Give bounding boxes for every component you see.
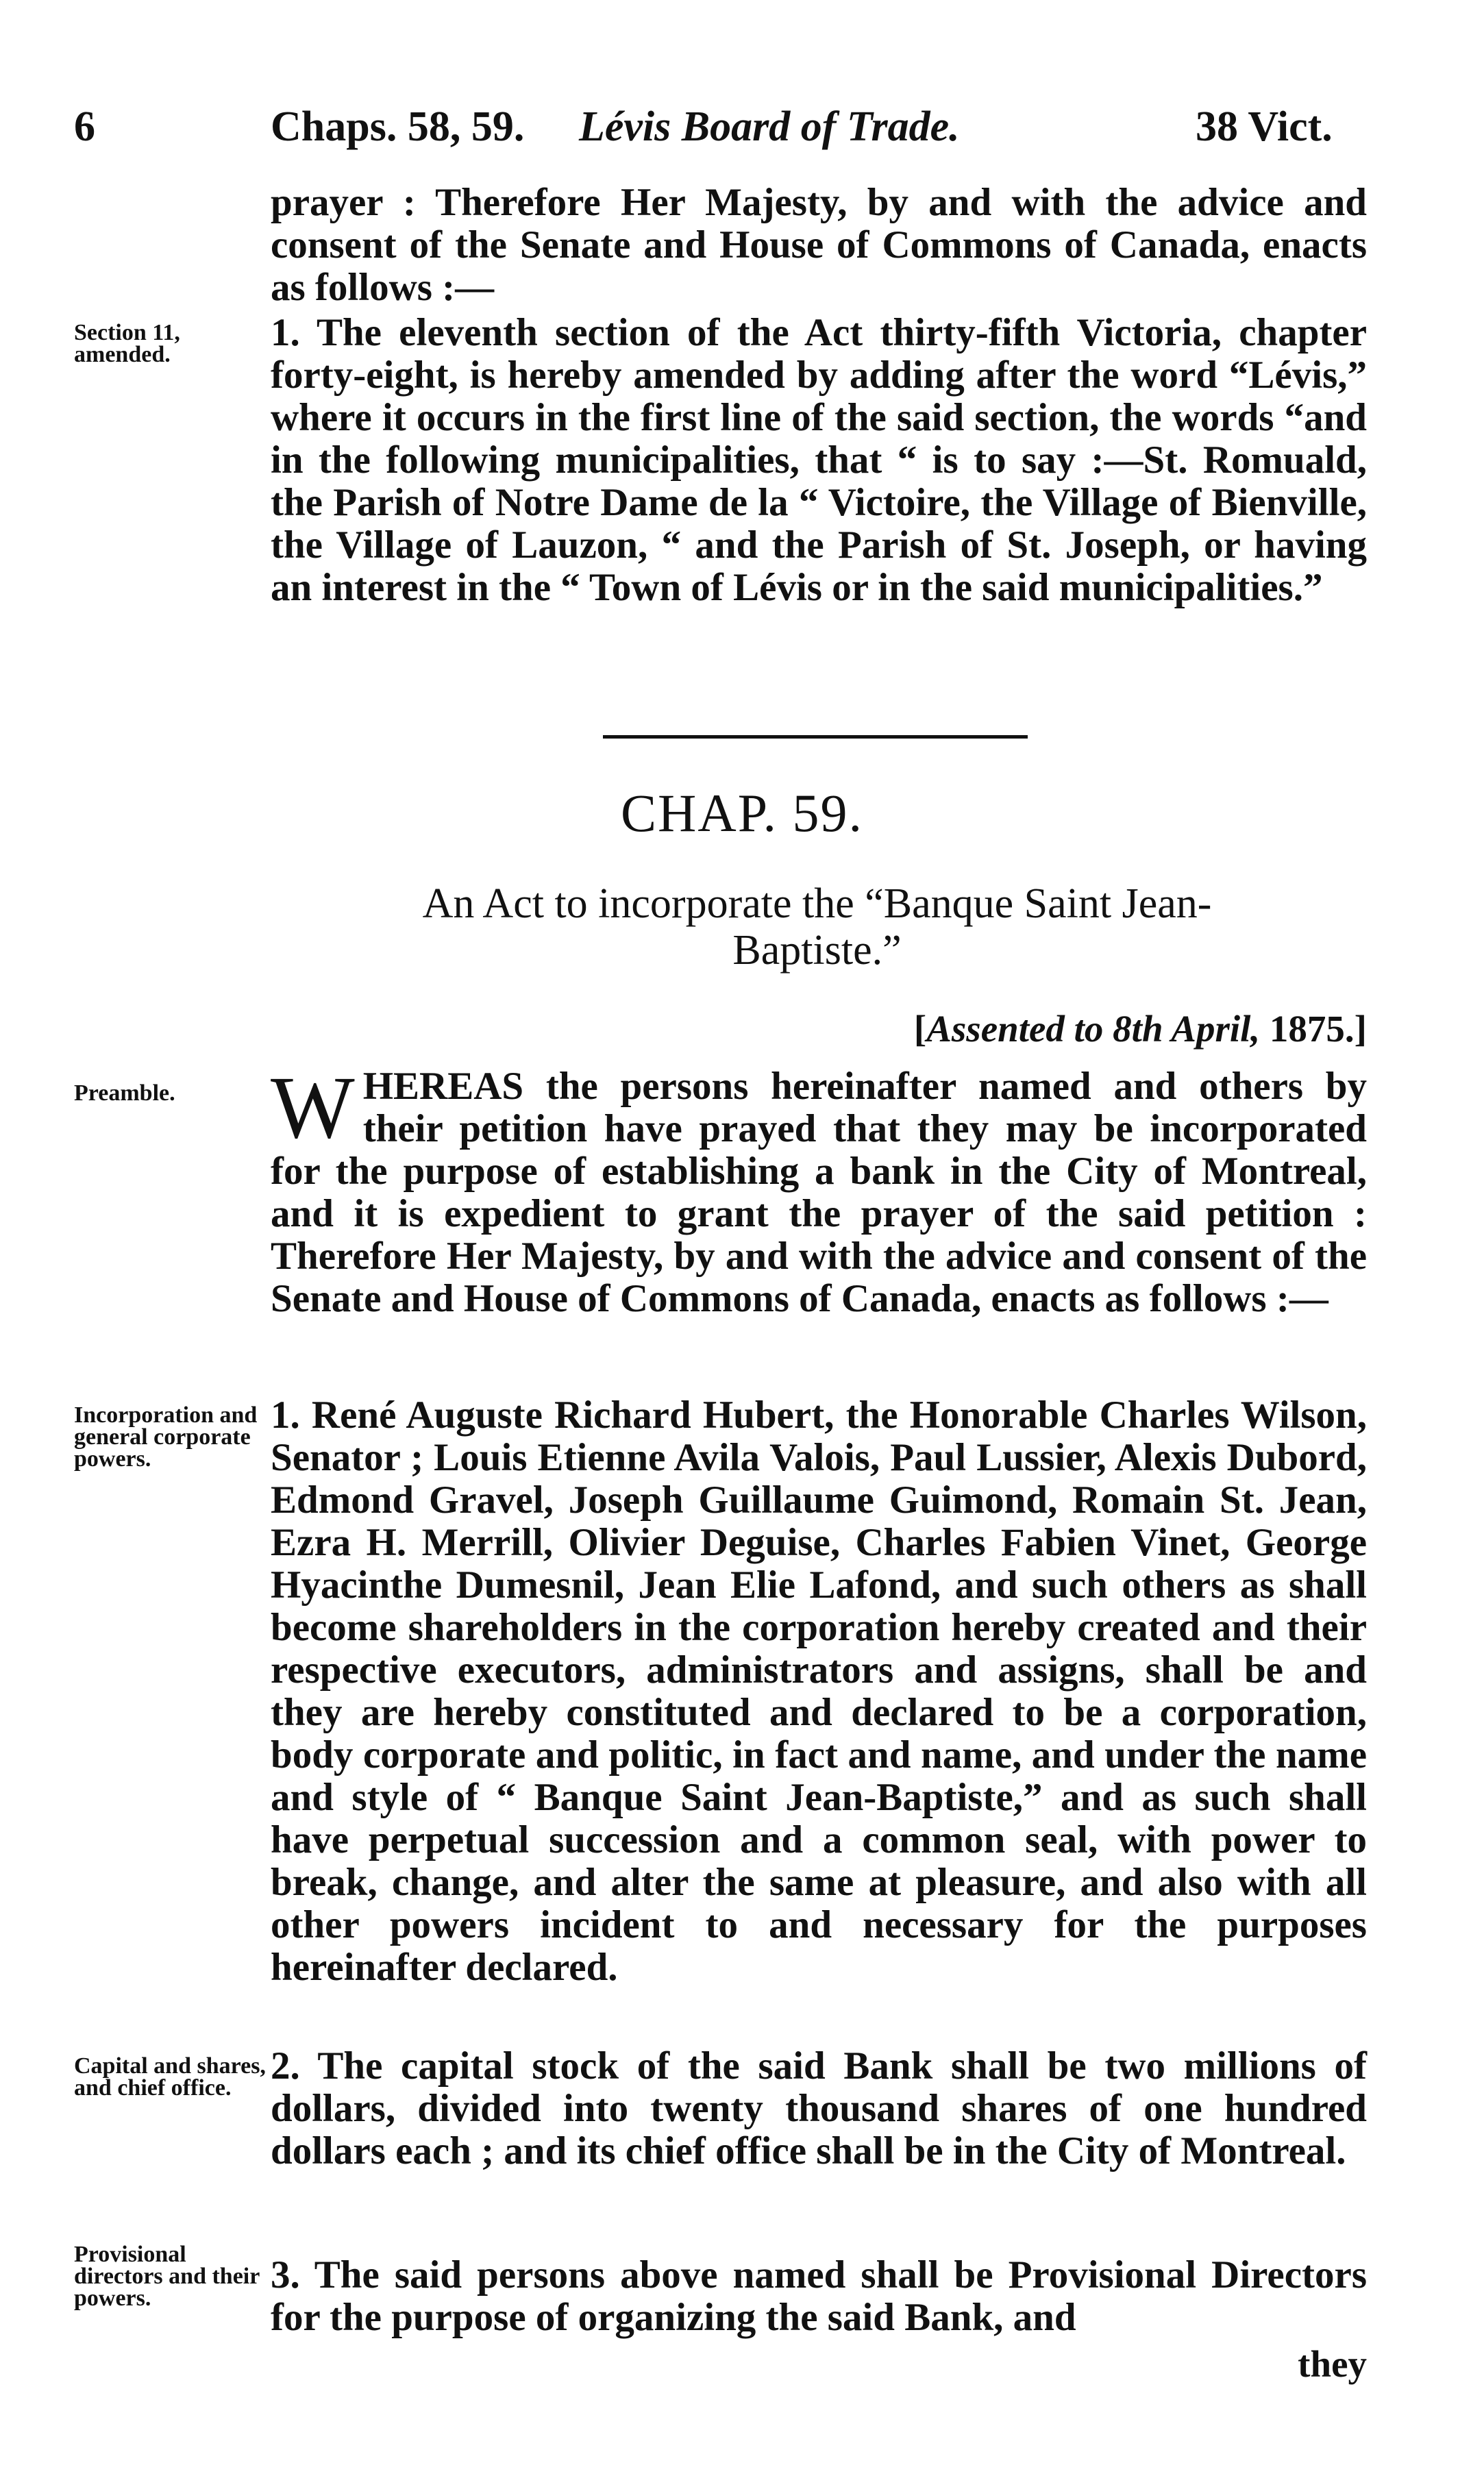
running-head	[0, 103, 1484, 158]
continuation-paragraph: prayer : Therefore Her Majesty, by and with the advice and consent of the Senate and House of Commons of Canada, enacts as follows :—	[271, 181, 1367, 309]
regnal-year: 38 Vict.	[1196, 103, 1333, 150]
section-number: 3.	[271, 2253, 300, 2297]
section-paragraph	[271, 312, 1367, 609]
chap58-continuation	[271, 182, 1367, 309]
chapter-heading: CHAP. 59.	[621, 783, 863, 843]
margin-note-capital: Capital and shares, and chief office.	[74, 2053, 266, 2101]
section-text: The eleventh section of the Act thirty-fifth Victoria, chapter forty-eight, is hereby amended by adding after the word “Lévis,” where it occurs in the first line of the said section, the words “and in the following municipalities, that “ is to say :—St. Romuald, the Parish of Notre Dame de la “ Victoire, the Village of Bienville, the Village of Lauzon, “ and the Parish of St. Joseph, or having an interest in the “ Town of Lévis or in the said municipalities.”	[271, 311, 1367, 609]
preamble-paragraph	[271, 1059, 1367, 1320]
margin-note-preamble: Preamble.	[74, 1080, 175, 1106]
margin-note-incorporation: Incorporation and general corporate powers.	[74, 1402, 258, 1472]
section-3	[271, 2254, 1367, 2339]
assent-date: [Assented to 8th April, 1875.]	[913, 1008, 1367, 1050]
chapter-reference: Chaps. 58, 59.	[271, 103, 525, 150]
chapter-divider	[603, 735, 1028, 739]
assent-year: 1875.]	[1260, 1008, 1367, 1050]
section-3-paragraph	[271, 2254, 1367, 2339]
margin-note-section-11: Section 11, amended.	[74, 320, 180, 367]
margin-note-provisional: Provisional directors and their powers.	[74, 2242, 260, 2311]
section-1-text: René Auguste Richard Hubert, the Honorable Charles Wilson, Senator ; Louis Etienne Avila Valois, Paul Lussier, Alexis Dubord, Edmond Gravel, Joseph Guillaume Guimond, Romain St. Jean, Ezra H. Merrill, Olivier Deguise, Charles Fabien Vinet, George Hyacinthe Dumesnil, Jean Elie Lafond, and such others as shall become shareholders in the corporation hereby created and their respective executors, administrators and assigns, shall be and they are hereby constituted and declared to be a corporation, body corporate and politic, in fact and name, and under the name and style of “ Banque Saint Jean-Baptiste,” and as such shall have perpetual succession and a common seal, with power to break, change, and alter the same at pleasure, and also with all other powers incident to and necessary for the purposes hereinafter declared.	[271, 1394, 1367, 1989]
catchword: they	[1298, 2343, 1367, 2385]
drop-cap: W	[271, 1059, 355, 1157]
assent-italic: Assented to 8th April,	[926, 1008, 1261, 1050]
preamble-text: HEREAS the persons hereinafter named and others by their petition have prayed that they may be incorporated for the purpose of establishing a bank in the City of Montreal, and it is expedient to grant the prayer of the said petition : Therefore Her Majesty, by and with the advice and consent of the Senate and House of Commons of Canada, enacts as follows :—	[271, 1065, 1367, 1320]
section-1-paragraph	[271, 1394, 1367, 1989]
running-title: Lévis Board of Trade.	[579, 103, 960, 150]
section-number: 2.	[271, 2044, 300, 2088]
section-number: 1.	[271, 1394, 300, 1437]
section-1	[271, 1394, 1367, 1989]
chap58-section-1	[271, 312, 1367, 609]
page-number: 6	[74, 103, 95, 150]
section-3-text: The said persons above named shall be Provisional Directors for the purpose of organizing the said Bank, and	[271, 2253, 1367, 2339]
section-number: 1.	[271, 311, 300, 354]
section-2-paragraph	[271, 2045, 1367, 2172]
act-title: An Act to incorporate the “Banque Saint Jean-Baptiste.”	[422, 880, 1212, 974]
section-2	[271, 2045, 1367, 2172]
preamble	[271, 1059, 1367, 1320]
section-2-text: The capital stock of the said Bank shall be two millions of dollars, divided into twenty thousand shares of one hundred dollars each ; and its chief office shall be in the City of Montreal.	[271, 2044, 1367, 2172]
